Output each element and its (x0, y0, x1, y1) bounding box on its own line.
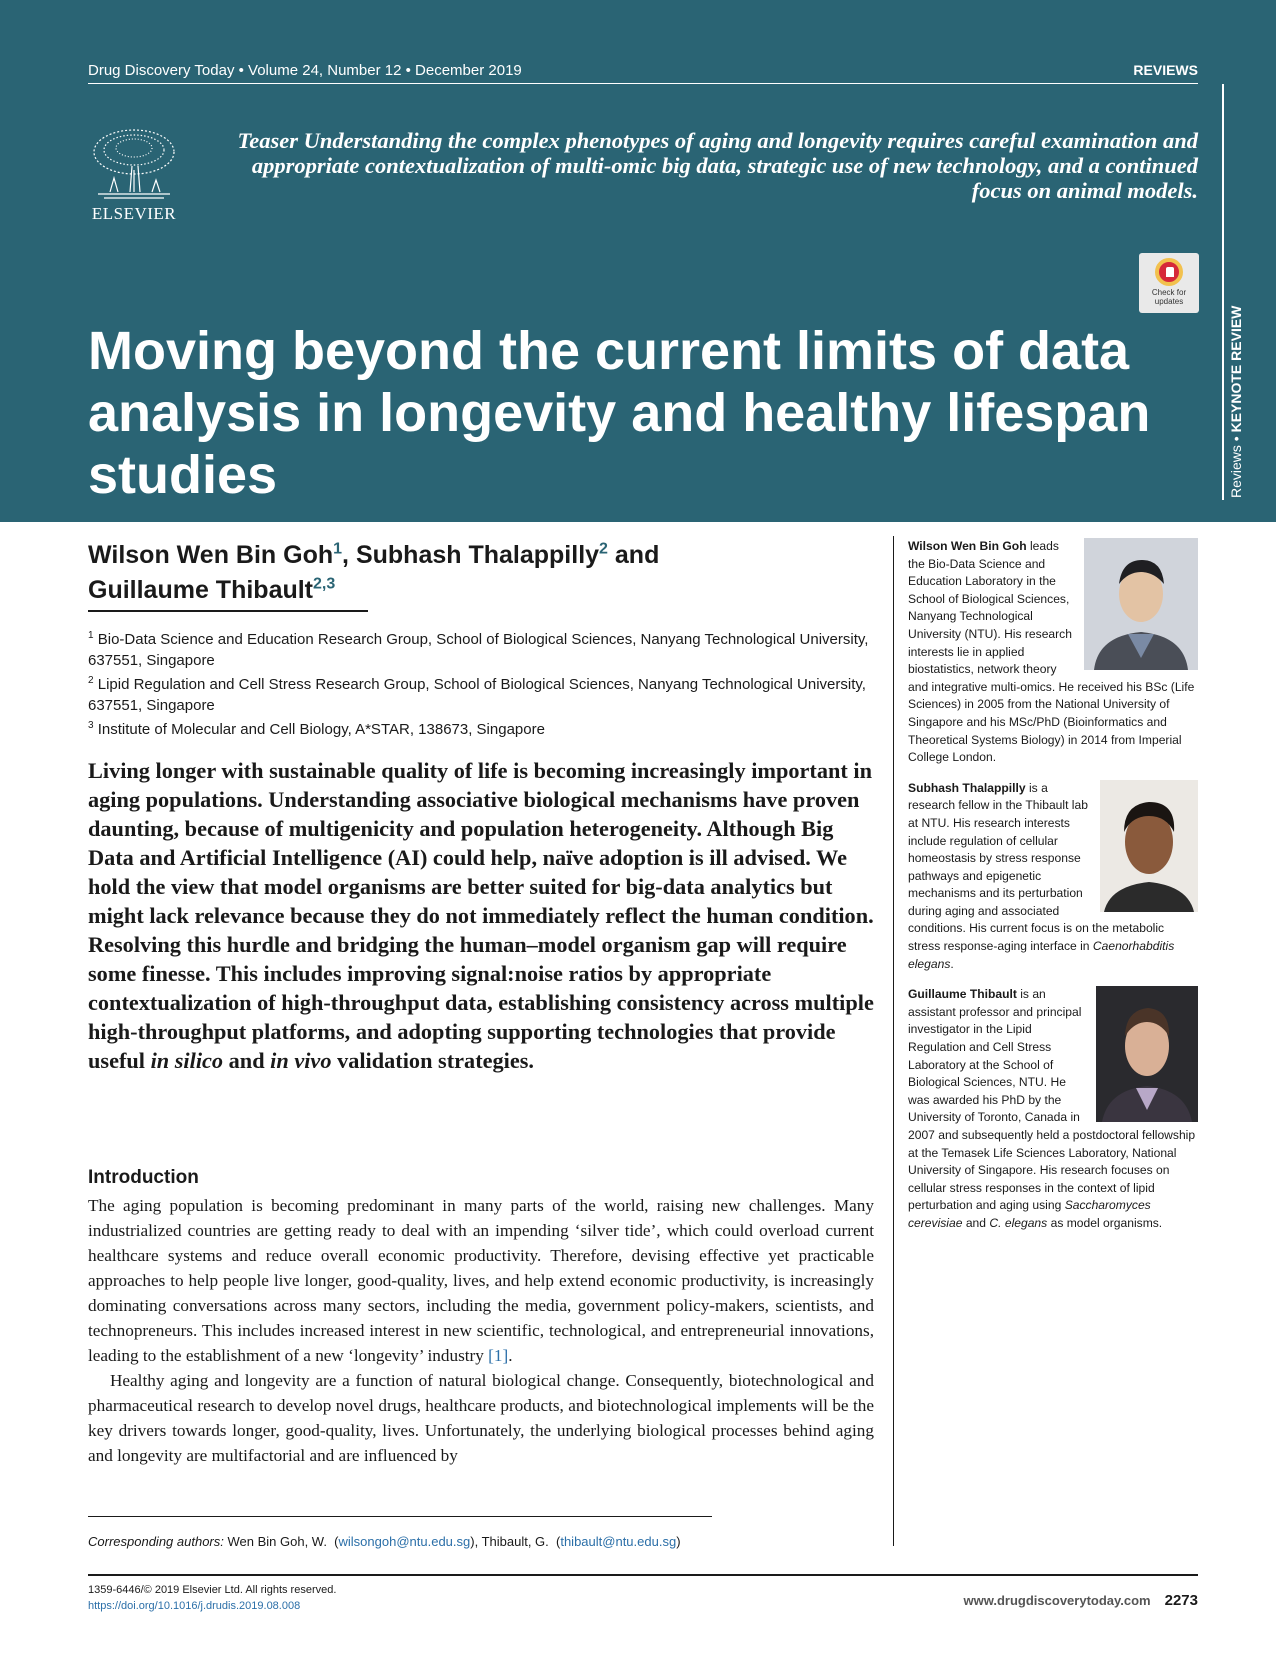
author-name: Subhash Thalappilly (355, 541, 600, 569)
side-section-label: Reviews • KEYNOTE REVIEW (1228, 305, 1244, 498)
author-photo (1100, 780, 1198, 912)
bookmark-icon (1155, 258, 1183, 286)
author-bio: Wilson Wen Bin Goh leads the Bio-Data Science and Education Laboratory in the School of Biological Sciences, Nanyang Technological University (NTU). His research interests lie in applied biostatistics, network theory and integrative multi-omics. He received his BSc (Life Sciences) in 2005 from the National University of Singapore and his MSc/PhD (Bioinformatics and Theoretical Systems Biology) in 2014 from Imperial College London. (908, 538, 1198, 767)
footnote-divider (88, 1516, 712, 1517)
author-bio: Subhash Thalappilly is a research fellow in the Thibault lab at NTU. His research interests include regulation of cellular homeostasis by stress response pathways and epigenetic mechanisms and its perturbation during aging and associated conditions. His current focus is on the metabolic stress response-aging interface in Caenorhabditis elegans. (908, 780, 1198, 974)
journal-header (88, 60, 1198, 84)
author-list: Wilson Wen Bin Goh$^1$, Subhash Thalappilly$^2$ and Guillaume Thibault$^{2,3}$ (88, 538, 659, 612)
affiliations (88, 626, 888, 741)
website-link[interactable]: www.drugdiscoverytoday.com (963, 1593, 1151, 1608)
paragraph: Healthy aging and longevity are a function of natural biological change. Consequently, biotechnological and pharmaceutical research to develop novel drugs, healthcare products, and biotechnological implements will be the key drivers towards longer, good-quality, lives. Unfortunately, the underlying biological processes behind aging and longevity are multifactorial and are influenced by (88, 1371, 874, 1465)
affiliation-item: $^3$ Institute of Molecular and Cell Biology, A*STAR, 138673, Singapore (88, 720, 545, 738)
introduction-body (88, 1193, 874, 1468)
email-link[interactable]: wilsongoh@ntu.edu.sg (338, 1534, 471, 1549)
journal-line: Drug Discovery Today • Volume 24, Number 12 • December 2019 (88, 62, 522, 79)
author-bio: Guillaume Thibault is an assistant professor and principal investigator in the Lipid Regulation and Cell Stress Laboratory at the School of Biological Sciences, NTU. He was awarded his PhD by the University of Toronto, Canada in 2007 and subsequently held a postdoctoral fellowship at the Temasek Life Sciences Laboratory, National University of Singapore. His research focuses on cellular stress responses in the context of lipid perturbation and aging using Saccharomyces cerevisiae and C. elegans as model organisms. (908, 986, 1198, 1232)
author-bios (908, 538, 1198, 1246)
paragraph: The aging population is becoming predominant in many parts of the world, raising new challenges. Many industrialized countries are getting ready to deal with an impending ‘silver tide’, which could overload current healthcare systems and reduce overall economic productivity. Therefore, devising effective yet practicable approaches to help people live longer, good-quality, lives, and help extend economic productivity, is increasingly dominating conversations across many sectors, including the media, government policy-makers, scientists, and technopreneurs. This includes increased interest in new scientific, technological, and entrepreneurial innovations, leading to the establishment of a new ‘longevity’ industry [1]. (88, 1196, 874, 1365)
corresponding-authors: Corresponding authors: Wen Bin Goh, W. (wilsongoh@ntu.edu.sg), Thibault, G. (thibault@ntu.edu.sg) (88, 1534, 681, 1549)
elsevier-logo (88, 126, 180, 224)
side-rail (1222, 84, 1224, 500)
footer-left (88, 1582, 336, 1614)
author-affiliation-ref[interactable]: 1 (333, 540, 343, 558)
article-title: Moving beyond the current limits of data analysis in longevity and healthy lifespan studies (88, 321, 1151, 505)
author-affiliation-ref[interactable]: 2,3 (313, 575, 336, 593)
column-divider (893, 536, 894, 1546)
affiliation-item: $^1$ Bio-Data Science and Education Research Group, School of Biological Sciences, Nanyang Technological University, 637551, Singapore (88, 630, 869, 669)
affiliation-item: $^2$ Lipid Regulation and Cell Stress Research Group, School of Biological Sciences, Nanyang Technological University, 637551, Singapore (88, 675, 866, 714)
footer-divider (88, 1574, 1198, 1576)
author-photo (1096, 986, 1198, 1122)
publisher-name: ELSEVIER (91, 204, 177, 223)
email-link[interactable]: thibault@ntu.edu.sg (560, 1534, 677, 1549)
author-photo (1084, 538, 1198, 670)
teaser: Teaser Understanding the complex phenotypes of aging and longevity requires careful examination and appropriate contextualization of multi-omic big data, strategic use of new technology, and a continued focus on animal models. (237, 128, 1198, 203)
author-affiliation-ref[interactable]: 2 (599, 540, 608, 558)
introduction-heading: Introduction (88, 1167, 199, 1188)
author-name: Guillaume Thibault (88, 576, 314, 604)
copyright: 1359-6446/© 2019 Elsevier Ltd. All rights reserved. (88, 1584, 337, 1596)
section-label: REVIEWS (1133, 62, 1198, 78)
tree-logo-icon (88, 126, 180, 202)
check-for-updates-button[interactable]: Check for updates (1139, 253, 1199, 313)
author-name: Wilson Wen Bin Goh (88, 541, 334, 569)
abstract: Living longer with sustainable quality of life is becoming increasingly important in aging populations. Understanding associative biological mechanisms have proven daunting, because of multigenicity and population heterogeneity. Although Big Data and Artificial Intelligence (AI) could help, naïve adoption is ill advised. We hold the view that model organisms are better suited for big-data analytics but might lack relevance because they do not immediately reflect the human condition. Resolving this hurdle and bridging the human–model organism gap will require some finesse. This includes improving signal:noise ratios by appropriate contextualization of high-throughput data, establishing consistency across multiple high-throughput platforms, and adopting supporting technologies that provide useful in silico and in vivo validation strategies. (88, 758, 874, 1073)
footer-right (964, 1592, 1198, 1609)
citation-link[interactable]: [1] (488, 1346, 509, 1365)
page-number: 2273 (1164, 1592, 1198, 1609)
doi-link[interactable]: https://doi.org/10.1016/j.drudis.2019.08.008 (88, 1600, 301, 1612)
author-underline (88, 610, 368, 612)
